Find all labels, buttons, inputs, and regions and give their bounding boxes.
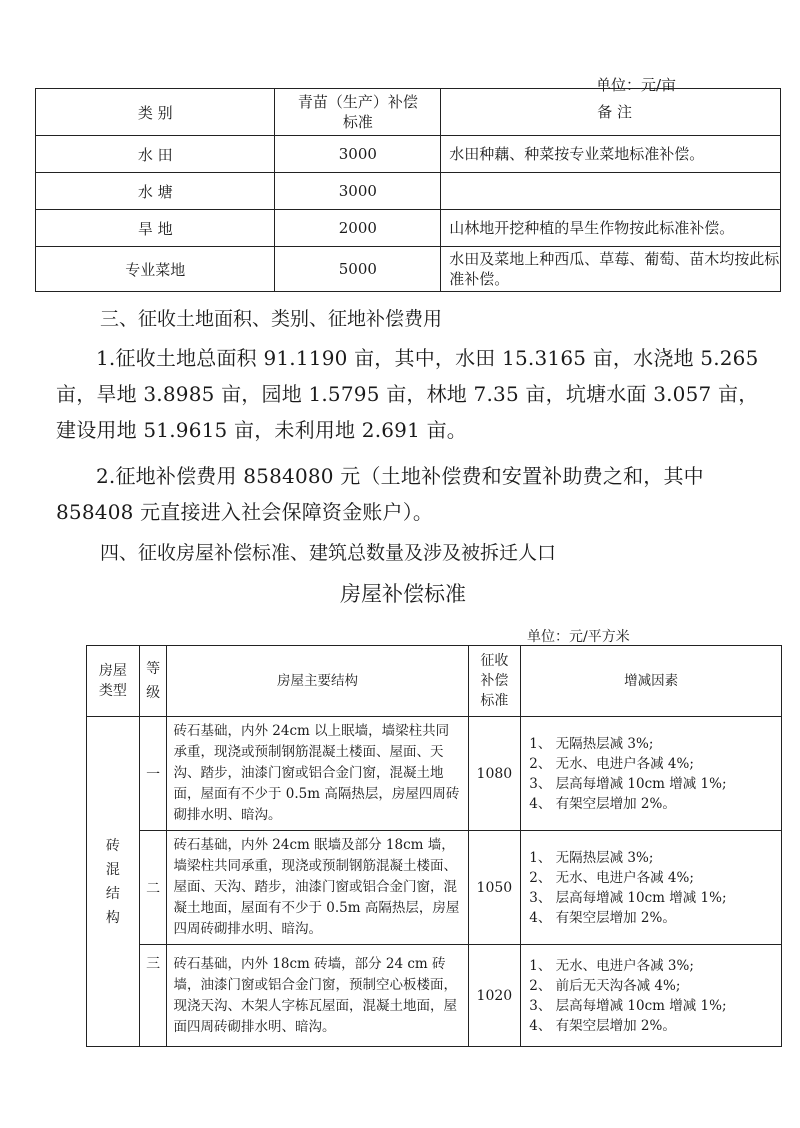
row-grade: 一 <box>139 717 167 831</box>
row-structure: 砖石基础，内外 24cm 眠墙及部分 18cm 墙，墙梁柱共同承重，现浇或预制钢筋混凝土楼面、屋面、天沟、踏步，油漆门窗或铝合金门窗，混凝土地面，屋面有不少于 0.5m 高隔热层，房屋四周砖砌排水明、暗沟。 <box>167 831 468 945</box>
section4-heading: 四、征收房屋补偿标准、建筑总数量及涉及被拆迁人口 <box>100 542 557 564</box>
row-type: 水 塘 <box>36 173 275 210</box>
factor-line: 1、 无隔热层减 3%; <box>529 735 654 752</box>
header-house-type-text: 房屋类型 <box>98 663 127 699</box>
house-type-cell <box>87 717 140 1047</box>
section3-heading: 三、征收土地面积、类别、征地补偿费用 <box>100 308 443 330</box>
factor-line: 2、 前后无天沟各减 4%; <box>529 977 681 994</box>
factor-line: 3、 层高每增减 10cm 增减 1%; <box>529 997 727 1014</box>
row-grade: 二 <box>139 831 167 945</box>
header-category: 类 别 <box>36 89 275 136</box>
paragraph-text: 1.征收土地总面积 91.1190 亩，其中，水田 15.3165 亩，水浇地 5.265 亩，旱地 3.8985 亩，园地 1.5795 亩，林地 7.35 亩，坑塘水面 3.057 亩，建设用地 51.9615 亩，未利用地 2.691 亩。 <box>56 346 759 442</box>
section3-paragraph-1 <box>56 340 761 448</box>
row-factors <box>521 717 782 831</box>
header-factors: 增减因素 <box>521 646 782 717</box>
table-header-row <box>87 646 782 717</box>
row-note <box>441 173 781 210</box>
factor-line: 4、 有架空层增加 2%。 <box>529 1017 676 1034</box>
header-grade-text: 等级 <box>146 661 161 701</box>
row-structure: 砖石基础，内外 18cm 砖墙，部分 24 cm 砖墙，油漆门窗或铝合金门窗，预制空心板楼面，现浇天沟、木架人字栋瓦屋面，混凝土地面，屋面四周砖砌排水明、暗沟。 <box>167 945 468 1047</box>
house-type-text: 砖混结构 <box>105 837 120 926</box>
house-table-title: 房屋补偿标准 <box>340 582 466 606</box>
row-value: 2000 <box>275 210 441 247</box>
table1-unit: 单位：元/亩 <box>596 76 677 94</box>
row-type: 专业菜地 <box>36 247 275 292</box>
row-structure: 砖石基础，内外 24cm 以上眠墙，墙梁柱共同承重，现浇或预制钢筋混凝土楼面、屋面、天沟、踏步，油漆门窗或铝合金门窗，混凝土地面，屋面有不少于 0.5m 高隔热层，房屋四周砖砌排水明、暗沟。 <box>167 717 468 831</box>
table-row <box>36 210 781 247</box>
factor-line: 3、 层高每增减 10cm 增减 1%; <box>529 775 727 792</box>
row-type: 水 田 <box>36 136 275 173</box>
row-price: 1080 <box>468 717 521 831</box>
row-value: 5000 <box>275 247 441 292</box>
row-price: 1050 <box>468 831 521 945</box>
factor-line: 2、 无水、电进户各减 4%; <box>529 755 694 772</box>
factor-line: 1、 无水、电进户各减 3%; <box>529 957 694 974</box>
table-row <box>36 247 781 292</box>
header-standard: 青苗（生产）补偿标准 <box>275 89 441 136</box>
row-factors <box>521 831 782 945</box>
row-factors <box>521 945 782 1047</box>
factor-line: 4、 有架空层增加 2%。 <box>529 909 676 926</box>
table2-unit: 单位：元/平方米 <box>527 629 630 645</box>
seedling-compensation-table <box>35 88 781 292</box>
row-note: 水田及菜地上种西瓜、草莓、葡萄、苗木均按此标准补偿。 <box>441 247 781 292</box>
header-house-type <box>87 646 140 717</box>
table-header-row <box>36 89 781 136</box>
table-row <box>87 717 782 831</box>
paragraph-text: 2.征地补偿费用 8584080 元（土地补偿费和安置补助费之和，其中 858408 元直接进入社会保障资金账户）。 <box>56 464 704 524</box>
row-value: 3000 <box>275 136 441 173</box>
header-grade <box>139 646 167 717</box>
table-row <box>87 945 782 1047</box>
header-structure: 房屋主要结构 <box>167 646 468 717</box>
row-type: 旱 地 <box>36 210 275 247</box>
row-price: 1020 <box>468 945 521 1047</box>
section3-paragraph-2 <box>56 458 761 530</box>
factor-line: 2、 无水、电进户各减 4%; <box>529 869 694 886</box>
header-price-text: 征收补偿标准 <box>480 653 509 709</box>
house-compensation-table <box>86 645 782 1047</box>
table-row <box>36 136 781 173</box>
row-note: 水田种藕、种菜按专业菜地标准补偿。 <box>441 136 781 173</box>
header-remark: 备 注 <box>441 89 781 136</box>
row-grade: 三 <box>139 945 167 1047</box>
header-price <box>468 646 521 717</box>
factor-line: 1、 无隔热层减 3%; <box>529 849 654 866</box>
row-note: 山林地开挖种植的旱生作物按此标准补偿。 <box>441 210 781 247</box>
table-row <box>87 831 782 945</box>
factor-line: 4、 有架空层增加 2%。 <box>529 795 676 812</box>
table-row <box>36 173 781 210</box>
factor-line: 3、 层高每增减 10cm 增减 1%; <box>529 889 727 906</box>
row-value: 3000 <box>275 173 441 210</box>
